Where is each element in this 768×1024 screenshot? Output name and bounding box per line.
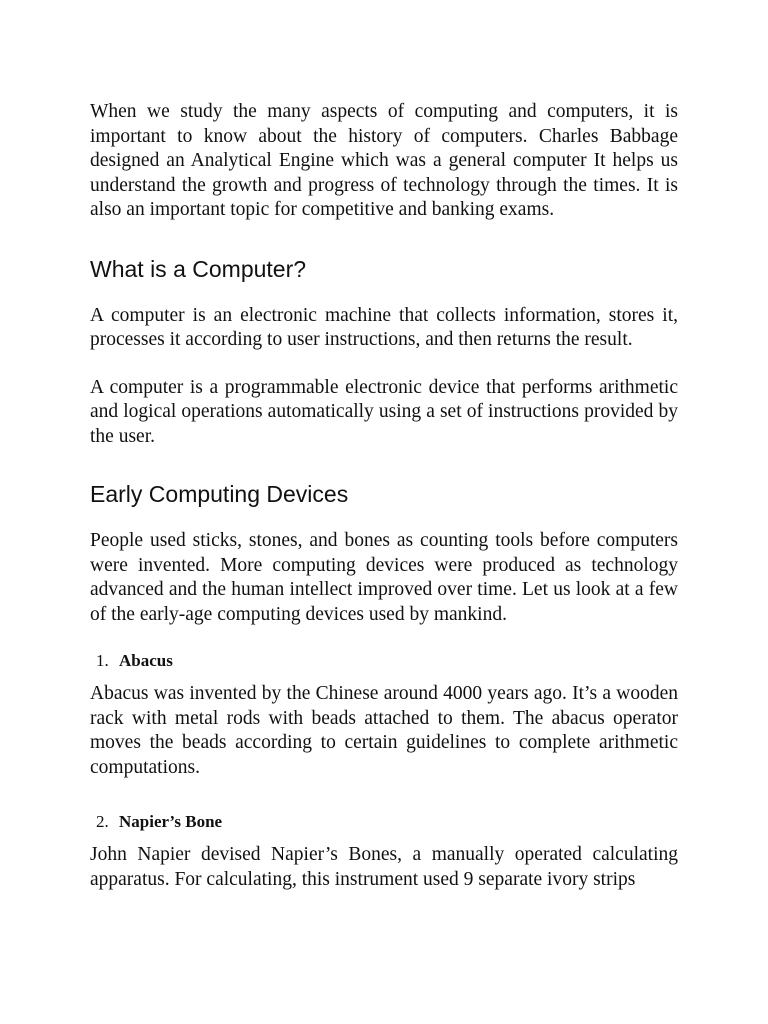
list-number: 1.	[96, 651, 109, 670]
napiers-bone-paragraph: John Napier devised Napier’s Bones, a manually operated calculating apparatus. For calculating, this instrument used 9 separate ivory strips	[90, 844, 678, 890]
list-title: Abacus	[119, 651, 173, 670]
abacus-paragraph: Abacus was invented by the Chinese around 4000 years ago. It’s a wooden rack with metal rods with beads attached to them. The abacus operator moves the beads according to certain guidelines to complete arithmetic computations.	[90, 683, 678, 778]
list-title: Napier’s Bone	[119, 812, 223, 831]
definition-paragraph-2: A computer is a programmable electronic device that performs arithmetic and logical operations automatically using a set of instructions provided by the user.	[90, 376, 678, 447]
heading-early-computing-devices: Early Computing Devices	[90, 481, 349, 507]
intro-paragraph: When we study the many aspects of computing and computers, it is important to know about the history of computers. Charles Babbage designed an Analytical Engine which was a general computer It helps us understand the growth and progress of technology through the times. It is also an important topic for competitive and banking exams.	[90, 101, 678, 220]
early-devices-paragraph: People used sticks, stones, and bones as counting tools before computers were invented. More computing devices were produced as technology advanced and the human intellect improved over time. Let us look at a few of the early-age computing devices used by mankind.	[90, 530, 678, 625]
document-page	[90, 100, 678, 892]
definition-paragraph-1: A computer is an electronic machine that collects information, stores it, processes it according to user instructions, and then returns the result.	[90, 304, 678, 350]
heading-what-is-a-computer: What is a Computer?	[90, 255, 307, 282]
list-number: 2.	[96, 812, 109, 831]
list-item-abacus-heading	[96, 650, 678, 672]
list-item-napiers-bone-heading	[96, 811, 678, 833]
